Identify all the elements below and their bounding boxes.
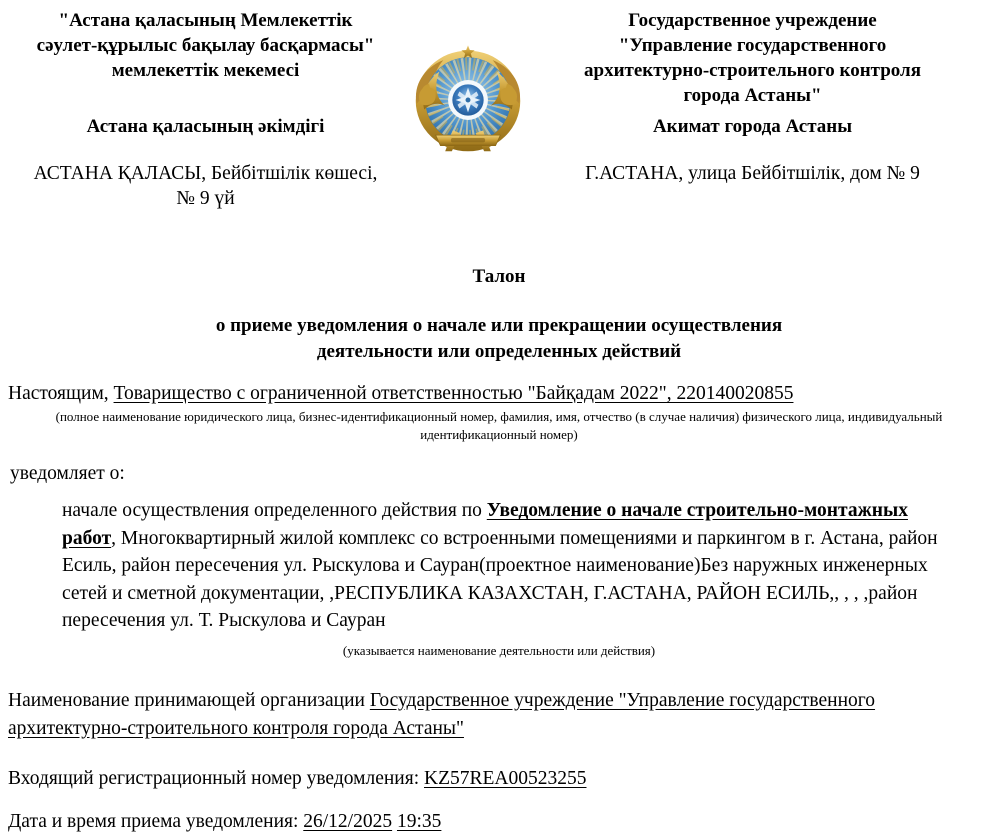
action-prefix: начале осуществления определенного действия по (62, 500, 482, 521)
subtitle-line: деятельности или определенных действий (316, 341, 682, 362)
applicant-paragraph (8, 382, 990, 406)
right-address: Г.АСТАНА, улица Бейбітшілік, дом № 9 (585, 163, 920, 184)
right-org-name (525, 8, 980, 108)
left-org-line: мемлекеттік мекемесі (111, 60, 300, 81)
notifies-lead: уведомляет о: (10, 463, 125, 484)
right-akimat: Акимат города Астаны (652, 116, 853, 137)
registration-number: KZ57REA00523255 (424, 767, 587, 789)
left-org-name (8, 8, 403, 83)
letterhead (0, 0, 998, 220)
document-title: Талон (472, 266, 526, 287)
left-org-line: "Астана қаласының Мемлекеттік (58, 10, 353, 31)
received-label: Дата и время приема уведомления: (8, 810, 299, 832)
subtitle-line: о приеме уведомления о начале или прекращении осуществления (215, 315, 783, 336)
left-address (8, 161, 403, 211)
applicant-name-bin: Товарищество с ограниченной ответственностью "Байқадам 2022", 220140020855 (113, 383, 794, 404)
action-details: , Многоквартирный жилой комплекс со встроенными помещениями и паркингом в г. Астана, район Есиль, район пересечения ул. Рыскулова и Сауран(проектное наименование)Без наружных инженерных сетей и сметной документации, ,РЕСПУБЛИКА КАЗАХСТАН, Г.АСТАНА, РАЙОН ЕСИЛЬ,, , , ,район пересечения ул. Т. Рыскулова и Сауран (62, 527, 938, 631)
action-caption: (указывается наименование деятельности или действия) (342, 642, 656, 658)
left-akimat: Астана қаласының әкімдігі (86, 116, 325, 137)
registration-label: Входящий регистрационный номер уведомления: (8, 767, 420, 789)
applicant-prefix: Настоящим, (8, 383, 109, 404)
kazakhstan-emblem-icon (411, 43, 525, 157)
registration-number-line (8, 768, 990, 790)
action-paragraph (62, 497, 940, 635)
right-org-line: "Управление государственного (618, 35, 887, 56)
receiving-org-value: Государственное учреждение "Управление государственного архитектурно-строительного контроля города Астаны" (8, 689, 876, 739)
right-org-line: Государственное учреждение (628, 10, 877, 31)
received-datetime-line (8, 811, 990, 833)
left-address-line: АСТАНА ҚАЛАСЫ, Бейбітшілік көшесі, (33, 163, 378, 184)
receiving-org-paragraph (8, 687, 940, 743)
right-org-line: города Астаны" (683, 85, 822, 106)
receiving-org-label: Наименование принимающей организации (8, 689, 365, 711)
received-date: 26/12/2025 (303, 810, 393, 832)
applicant-caption: (полное наименование юридического лица, бизнес-идентификационный номер, фамилия, имя, отчество (в случае наличия) физического лица, индивидуальный идентификационный номер) (55, 409, 943, 442)
received-time: 19:35 (396, 810, 442, 832)
left-address-line: № 9 үй (176, 188, 235, 209)
left-org-line: сәулет-құрылыс бақылау басқармасы" (36, 35, 375, 56)
right-org-line: архитектурно-строительного контроля (584, 60, 921, 81)
action-title: Уведомление о начале строительно-монтажных работ (62, 500, 908, 549)
document-subtitle (0, 313, 998, 365)
